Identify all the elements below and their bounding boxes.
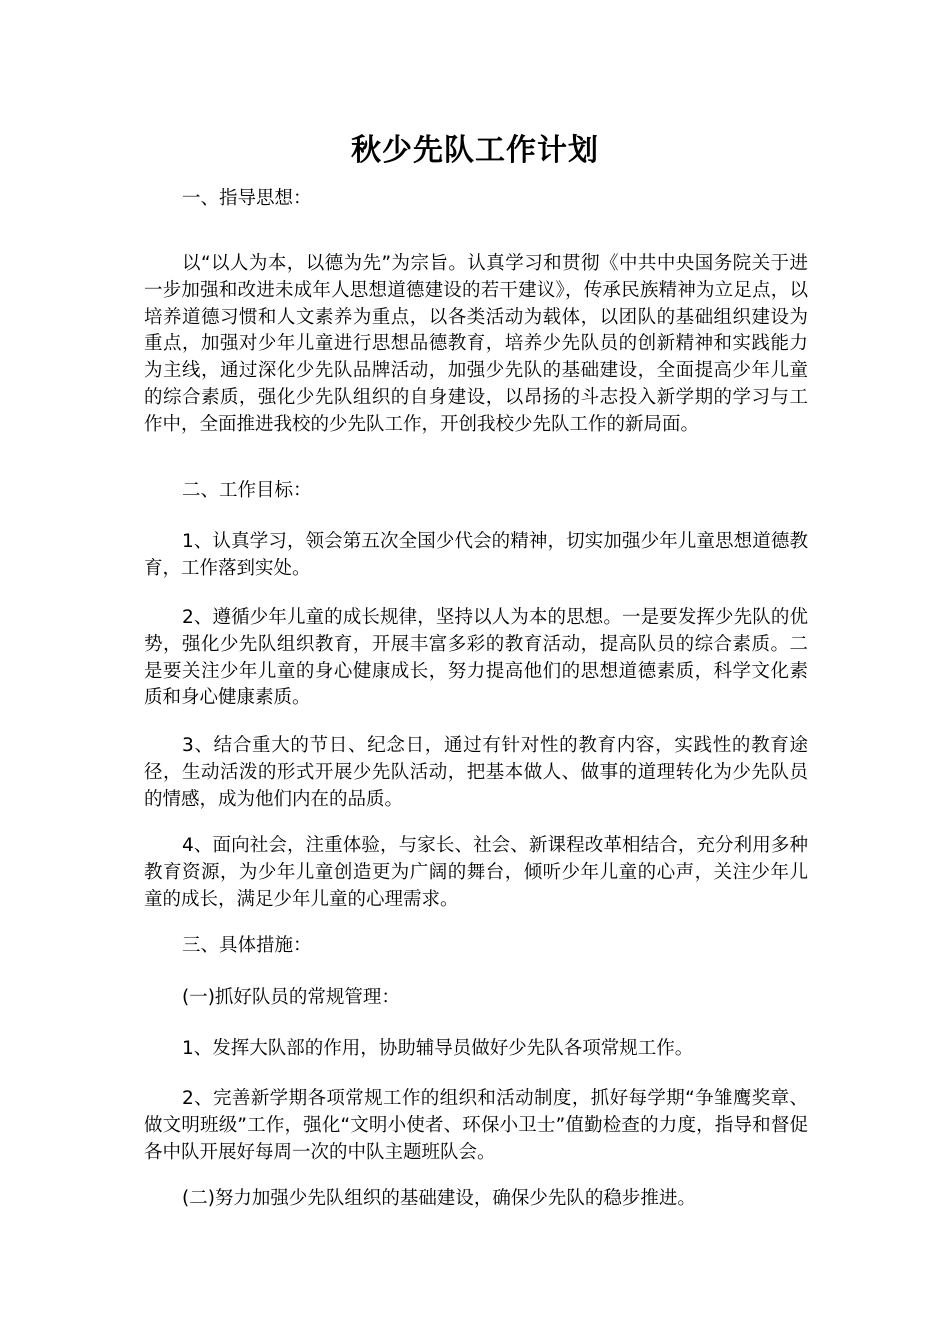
subheading-routine-management: (一)抓好队员的常规管理： xyxy=(182,987,400,1008)
section-heading-guiding-thought: 一、指导思想： xyxy=(182,188,312,209)
paragraph-goal-4: 4、面向社会，注重体验，与家长、社会、新课程改革相结合，充分利用多种教育资源，为少年儿童创造更为广阔的舞台，倾听少年儿童的心声，关注少年儿童的成长，满足少年儿童的心理需求。 xyxy=(144,835,808,910)
section-heading-work-goals: 二、工作目标： xyxy=(182,480,312,501)
paragraph-measure-1: 1、发挥大队部的作用，协助辅导员做好少先队各项常规工作。 xyxy=(182,1038,694,1059)
paragraph-goal-2: 2、遵循少年儿童的成长规律，坚持以人为本的思想。一是要发挥少先队的优势，强化少先队组织教育，开展丰富多彩的教育活动，提高队员的综合素质。二是要关注少年儿童的身心健康成长，努力提高他们的思想道德素质，科学文化素质和身心健康素质。 xyxy=(144,607,808,709)
section-heading-specific-measures: 三、具体措施： xyxy=(182,935,312,956)
document-title: 秋少先队工作计划 xyxy=(351,133,599,168)
paragraph-goal-1: 1、认真学习，领会第五次全国少代会的精神，切实加强少年儿童思想道德教育，工作落到实处。 xyxy=(144,531,808,579)
paragraph-goal-3: 3、结合重大的节日、纪念日，通过有针对性的教育内容，实践性的教育途径，生动活泼的形式开展少先队活动，把基本做人、做事的道理转化为少先队员的情感，成为他们内在的品质。 xyxy=(144,735,808,810)
paragraph-guiding-thought: 以“以人为本，以德为先”为宗旨。认真学习和贯彻《中共中央国务院关于进一步加强和改进未成年人思想道德建设的若干建议》，传承民族精神为立足点，以培养道德习惯和人文素养为重点，以各类活动为载体，以团队的基础组织建设为重点，加强对少年儿童进行思想品德教育，培养少先队员的创新精神和实践能力为主线，通过深化少先队品牌活动，加强少先队的基础建设，全面提高少年儿童的综合素质，强化少先队组织的自身建设，以昂扬的斗志投入新学期的学习与工作中，全面推进我校的少先队工作，开创我校少先队工作的新局面。 xyxy=(144,253,808,435)
paragraph-measure-2: 2、完善新学期各项常规工作的组织和活动制度，抓好每学期“争雏鹰奖章、做文明班级”工作，强化“文明小使者、环保小卫士”值勤检查的力度，指导和督促各中队开展好每周一次的中队主题班队会。 xyxy=(144,1088,808,1163)
subheading-organization-building: (二)努力加强少先队组织的基础建设，确保少先队的稳步推进。 xyxy=(182,1188,696,1209)
